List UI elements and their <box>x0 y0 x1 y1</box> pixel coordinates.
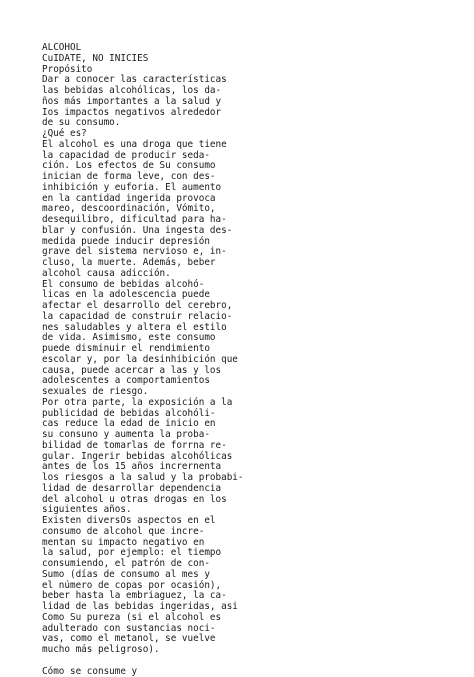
text-line: licas en la adolescencia puede <box>42 290 462 301</box>
text-line: ¿Qué es? <box>42 129 462 140</box>
text-line: la salud, por ejemplo: el tiempo <box>42 548 462 559</box>
text-line: bilidad de tomarlas de forrna re- <box>42 441 462 452</box>
text-line: desequilibro, dificultad para ha- <box>42 215 462 226</box>
text-line: adulterado con sustancias noci- <box>42 624 462 635</box>
text-line: su consuno y aumenta la proba- <box>42 430 462 441</box>
text-line: la capacidad de producir seda- <box>42 151 462 162</box>
text-line: Existen diversOs aspectos en el <box>42 516 462 527</box>
text-line: vas, como el metanol, se vuelve <box>42 634 462 645</box>
text-line: Sumo (días de consumo al mes y <box>42 570 462 581</box>
text-line: medida puede inducir depresión <box>42 237 462 248</box>
document-text <box>42 43 462 677</box>
text-line: mucho más peligroso). <box>42 645 462 656</box>
text-line: consumiendo, el patrón de con- <box>42 559 462 570</box>
text-line: cas reduce la edad de inicio en <box>42 419 462 430</box>
text-line: causa, puede acercar a las y los <box>42 366 462 377</box>
text-line: consumo de alcohol que incre- <box>42 527 462 538</box>
text-line: adolescentes a comportamientos <box>42 376 462 387</box>
text-line: Ios impactos negativos alrededor <box>42 108 462 119</box>
text-line: la capacidad de construir relacio- <box>42 312 462 323</box>
text-line: Dar a conocer las características <box>42 75 462 86</box>
text-line: escolar y, por la desinhibición que <box>42 355 462 366</box>
text-line: beber hasta la embriaguez, la ca- <box>42 591 462 602</box>
text-line: siguientes años. <box>42 505 462 516</box>
text-line: mareo, descoordinación, Vómito, <box>42 204 462 215</box>
text-line: cluso, la muerte. Además, beber <box>42 258 462 269</box>
text-line: sexuales de riesgo. <box>42 387 462 398</box>
text-line: mentan su impacto negativo en <box>42 538 462 549</box>
text-line: en la cantidad ingerida provoca <box>42 194 462 205</box>
text-line: Propósito <box>42 65 462 76</box>
text-line: ALCOHOL <box>42 43 462 54</box>
text-line: El consumo de bebidas alcohó- <box>42 280 462 291</box>
text-line: puede disminuir el rendimiento <box>42 344 462 355</box>
text-line: alcohol causa adicción. <box>42 269 462 280</box>
text-line: de su consumo. <box>42 118 462 129</box>
text-line <box>42 656 462 667</box>
text-line: ños más importantes a la salud y <box>42 97 462 108</box>
text-line: afectar el desarrollo del cerebro, <box>42 301 462 312</box>
text-line: del alcohol u otras drogas en los <box>42 495 462 506</box>
text-line: nes saludables y altera el estilo <box>42 323 462 334</box>
text-line: El alcohol es una droga que tiene <box>42 140 462 151</box>
text-line: publicidad de bebidas alcohóli- <box>42 409 462 420</box>
text-line: grave del sistema nervioso e, in- <box>42 247 462 258</box>
text-line: Por otra parte, la exposición a la <box>42 398 462 409</box>
text-line: de vida. Asimismo, este consumo <box>42 333 462 344</box>
text-line: Como Su pureza (si el alcohol es <box>42 613 462 624</box>
text-line: CuIDATE, NO INICIES <box>42 54 462 65</box>
text-line: ción. Los efectos de Su consumo <box>42 161 462 172</box>
text-line: blar y confusión. Una ingesta des- <box>42 226 462 237</box>
text-line: gular. Ingerir bebidas alcohólicas <box>42 452 462 463</box>
text-line: los riesgos a la salud y la probabi- <box>42 473 462 484</box>
text-line: Cómo se consume y <box>42 667 462 677</box>
text-line: inician de forma leve, con des- <box>42 172 462 183</box>
text-line: las bebidas alcohólicas, los da- <box>42 86 462 97</box>
text-line: el número de copas por ocasión), <box>42 581 462 592</box>
text-line: antes de los 15 años incrernenta <box>42 462 462 473</box>
text-line: lidad de desarrollar dependencia <box>42 484 462 495</box>
text-line: inhibición y euforia. El aumento <box>42 183 462 194</box>
text-line: lidad de las bebidas ingeridas, asi <box>42 602 462 613</box>
